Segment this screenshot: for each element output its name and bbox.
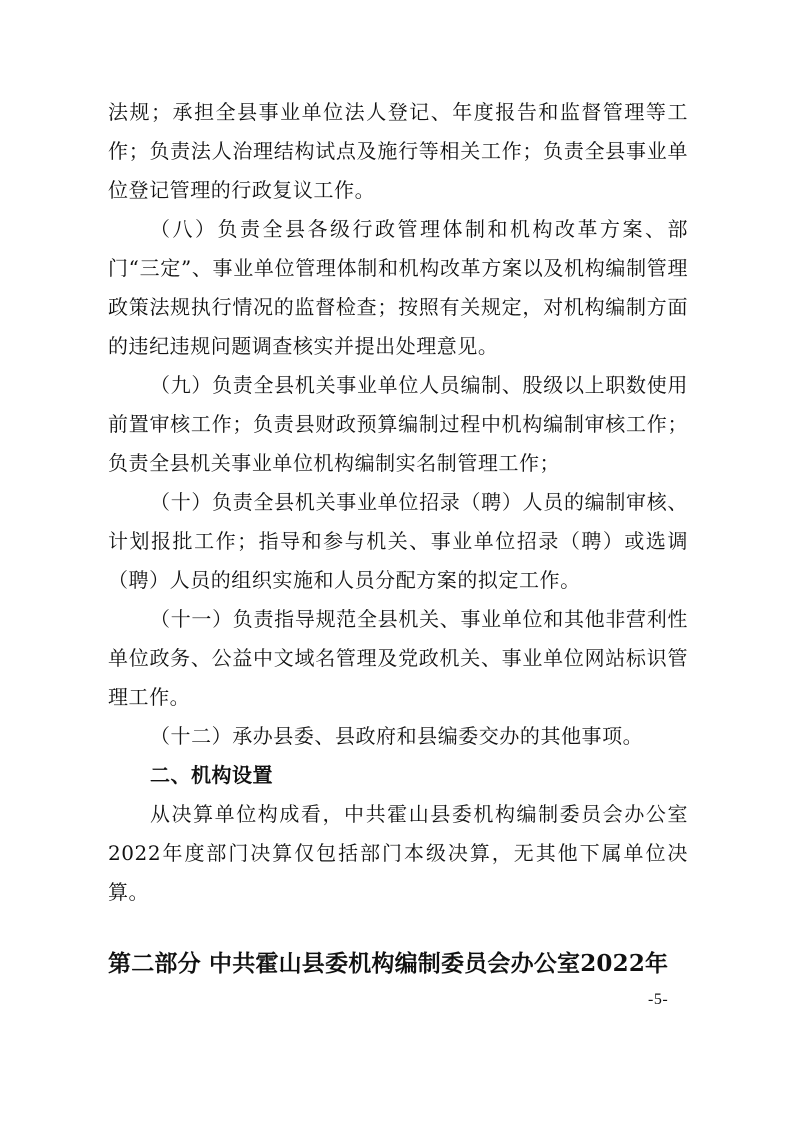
paragraph-continuation: 法规；承担全县事业单位法人登记、年度报告和监督管理等工作；负责法人治理结构试点及施行等相关工作；负责全县事业单位登记管理的行政复议工作。 bbox=[108, 100, 688, 202]
paragraph-structure: 从决算单位构成看，中共霍山县委机构编制委员会办公室2022年度部门决算仅包括部门本级决算，无其他下属单位决算。 bbox=[108, 802, 688, 904]
section-heading: 二、机构设置 bbox=[150, 763, 273, 787]
paragraph-item-10: （十）负责全县机关事业单位招录（聘）人员的编制审核、计划报批工作；指导和参与机关、事业单位招录（聘）或选调（聘）人员的组织实施和人员分配方案的拟定工作。 bbox=[108, 490, 688, 592]
page-number: -5- bbox=[648, 991, 669, 1008]
paragraph-item-8: （八）负责全县各级行政管理体制和机构改革方案、部门“三定”、事业单位管理体制和机构改革方案以及机构编制管理政策法规执行情况的监督检查；按照有关规定，对机构编制方面的违纪违规问题调查核实并提出处理意见。 bbox=[108, 217, 688, 358]
paragraph-item-12: （十二）承办县委、县政府和县编委交办的其他事项。 bbox=[150, 724, 644, 748]
paragraph-item-11: （十一）负责指导规范全县机关、事业单位和其他非营利性单位政务、公益中文域名管理及党政机关、事业单位网站标识管理工作。 bbox=[108, 607, 688, 709]
body-text bbox=[108, 93, 688, 912]
paragraph-item-9: （九）负责全县机关事业单位人员编制、股级以上职数使用前置审核工作；负责县财政预算编制过程中机构编制审核工作；负责全县机关事业单位机构编制实名制管理工作； bbox=[108, 373, 688, 475]
part-title: 第二部分 中共霍山县委机构编制委员会办公室2022年 bbox=[108, 950, 669, 977]
